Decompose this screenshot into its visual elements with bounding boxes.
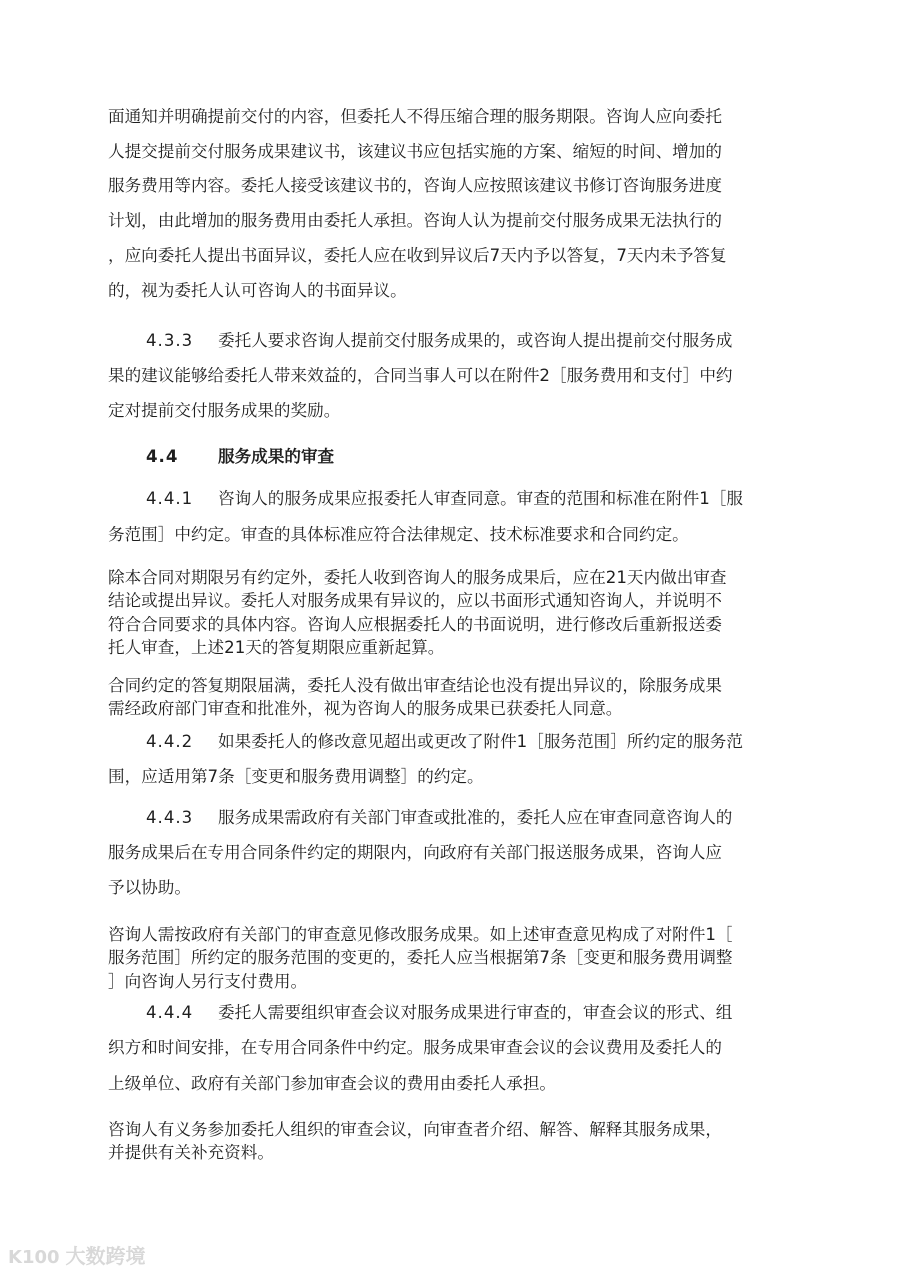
text-line: 符合合同要求的具体内容。咨询人应根据委托人的书面说明，进行修改后重新报送委	[108, 615, 722, 634]
clause-4-4-4	[146, 1003, 732, 1023]
text-line: 并提供有关补充资料。	[108, 1143, 274, 1162]
text-line: 咨询人有义务参加委托人组织的审查会议，向审查者介绍、解答、解释其服务成果，	[108, 1120, 722, 1139]
text-line: 面通知并明确提前交付的内容，但委托人不得压缩合理的服务期限。咨询人应向委托	[108, 107, 722, 126]
watermark-logo: K100	[8, 1247, 60, 1268]
text-line: 计划，由此增加的服务费用由委托人承担。咨询人认为提前交付服务成果无法执行的	[108, 211, 722, 230]
text-line: 咨询人需按政府有关部门的审查意见修改服务成果。如上述审查意见构成了对附件1［	[108, 925, 733, 944]
text-line: 合同约定的答复期限届满，委托人没有做出审查结论也没有提出异议的，除服务成果	[108, 676, 722, 695]
text-line: ，应向委托人提出书面异议，委托人应在收到异议后7天内予以答复，7天内未予答复	[108, 246, 727, 265]
clause-number: 4.3.3	[146, 331, 194, 350]
text-line: 如果委托人的修改意见超出或更改了附件1［服务范围］所约定的服务范	[218, 732, 743, 751]
text-line: 咨询人的服务成果应报委托人审查同意。审查的范围和标准在附件1［服	[218, 489, 743, 508]
clause-number: 4.4.4	[146, 1003, 194, 1022]
clause-4-4-3	[146, 808, 732, 828]
text-line: 织方和时间安排，在专用合同条件中约定。服务成果审查会议的会议费用及委托人的	[108, 1038, 722, 1057]
text-line: 委托人需要组织审查会议对服务成果进行审查的，审查会议的形式、组	[218, 1003, 733, 1022]
text-line: 服务范围］所约定的服务范围的变更的，委托人应当根据第7条［变更和服务费用调整	[108, 948, 733, 967]
clause-number: 4.4.2	[146, 732, 194, 751]
clause-4-4-2	[146, 732, 743, 752]
text-line: 服务成果后在专用合同条件约定的期限内，向政府有关部门报送服务成果，咨询人应	[108, 843, 722, 862]
text-line: 围，应适用第7条［变更和服务费用调整］的约定。	[108, 767, 484, 786]
clause-number: 4.4.1	[146, 489, 194, 508]
text-line: 果的建议能够给委托人带来效益的，合同当事人可以在附件2［服务费用和支付］中约	[108, 366, 733, 385]
text-line: 托人审查，上述21天的答复期限应重新起算。	[108, 638, 445, 657]
text-line: 结论或提出异议。委托人对服务成果有异议的，应以书面形式通知咨询人，并说明不	[108, 591, 722, 610]
section-heading-4-4	[146, 447, 334, 467]
text-line: 的，视为委托人认可咨询人的书面异议。	[108, 281, 407, 300]
text-line: 予以协助。	[108, 878, 191, 897]
watermark-text: 大数跨境	[65, 1244, 146, 1268]
text-line: 定对提前交付服务成果的奖励。	[108, 401, 341, 420]
text-line: 上级单位、政府有关部门参加审查会议的费用由委托人承担。	[108, 1074, 557, 1093]
clause-4-4-1	[146, 489, 743, 509]
clause-number: 4.4.3	[146, 808, 194, 827]
section-number: 4.4	[146, 447, 179, 466]
text-line: 除本合同对期限另有约定外，委托人收到咨询人的服务成果后，应在21天内做出审查	[108, 568, 727, 587]
text-line: ］向咨询人另行支付费用。	[108, 972, 308, 991]
text-line: 服务成果需政府有关部门审查或批准的，委托人应在审查同意咨询人的	[218, 808, 733, 827]
text-line: 服务费用等内容。委托人接受该建议书的，咨询人应按照该建议书修订咨询服务进度	[108, 176, 722, 195]
clause-4-3-3	[146, 331, 732, 351]
text-line: 务范围］中约定。审查的具体标准应符合法律规定、技术标准要求和合同约定。	[108, 525, 689, 544]
section-title: 服务成果的审查	[218, 447, 335, 466]
watermark	[8, 1240, 146, 1269]
text-line: 委托人要求咨询人提前交付服务成果的，或咨询人提出提前交付服务成	[218, 331, 733, 350]
text-line: 人提交提前交付服务成果建议书，该建议书应包括实施的方案、缩短的时间、增加的	[108, 142, 722, 161]
text-line: 需经政府部门审查和批准外，视为咨询人的服务成果已获委托人同意。	[108, 699, 623, 718]
